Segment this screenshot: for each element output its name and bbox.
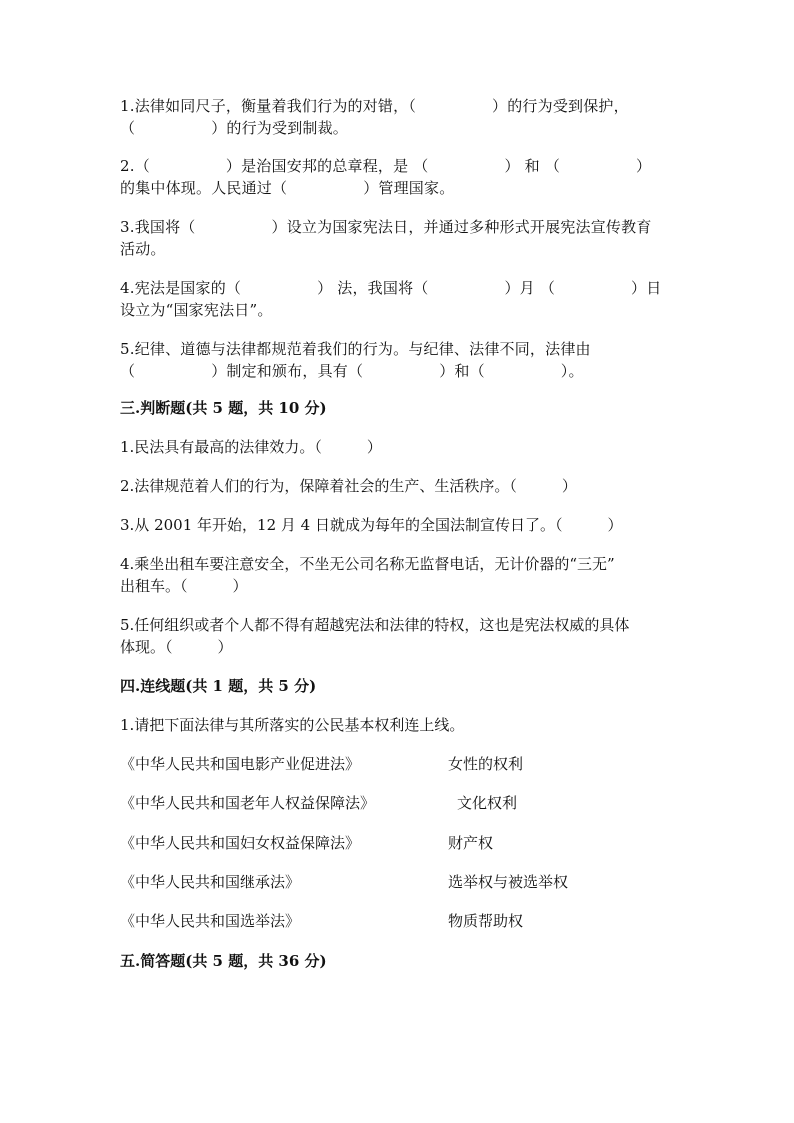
judge-section-title: 三.判断题(共 5 题，共 10 分) xyxy=(120,399,327,417)
fill-q4-line1: 4.宪法是国家的（ ） 法，我国将（ ）月 （ ）日 xyxy=(120,279,662,297)
short-answer-section-title: 五.简答题(共 5 题，共 36 分) xyxy=(120,952,327,970)
fill-q3-line2: 活动。 xyxy=(120,240,166,258)
judge-q3: 3.从 2001 年开始，12 月 4 日就成为每年的全国法制宣传日了。（ ） xyxy=(120,516,623,534)
match-prompt: 1.请把下面法律与其所落实的公民基本权利连上线。 xyxy=(120,716,465,734)
match-right-1: 女性的权利 xyxy=(448,755,524,773)
fill-q2-line1: 2.（ ）是治国安邦的总章程，是 （ ） 和 （ ） xyxy=(120,157,652,175)
judge-q5-line1: 5.任何组织或者个人都不得有超越宪法和法律的特权，这也是宪法权威的具体 xyxy=(120,616,630,634)
match-right-3: 财产权 xyxy=(448,834,494,852)
fill-q1-line1: 1.法律如同尺子，衡量着我们行为的对错，（ ）的行为受到保护， xyxy=(120,97,629,115)
judge-q2: 2.法律规范着人们的行为，保障着社会的生产、生活秩序。（ ） xyxy=(120,477,577,495)
judge-q1: 1.民法具有最高的法律效力。（ ） xyxy=(120,438,382,456)
fill-q4-line2: 设立为“国家宪法日”。 xyxy=(120,301,273,319)
fill-q1-line2: （ ）的行为受到制裁。 xyxy=(120,119,349,137)
judge-q5-line2: 体现。（ ） xyxy=(120,638,233,656)
match-right-4: 选举权与被选举权 xyxy=(448,873,569,891)
match-law-3: 《中华人民共和国妇女权益保障法》 xyxy=(120,834,361,852)
match-right-2: 文化权利 xyxy=(457,794,518,812)
match-section-title: 四.连线题(共 1 题，共 5 分) xyxy=(120,677,317,695)
match-law-1: 《中华人民共和国电影产业促进法》 xyxy=(120,755,361,773)
match-law-2: 《中华人民共和国老年人权益保障法》 xyxy=(120,794,376,812)
fill-q3-line1: 3.我国将（ ）设立为国家宪法日，并通过多种形式开展宪法宣传教育 xyxy=(120,218,652,236)
fill-q5-line1: 5.纪律、道德与法律都规范着我们的行为。与纪律、法律不同，法律由 xyxy=(120,340,591,358)
match-law-4: 《中华人民共和国继承法》 xyxy=(120,873,301,891)
match-law-5: 《中华人民共和国选举法》 xyxy=(120,912,301,930)
judge-q4-line1: 4.乘坐出租车要注意安全，不坐无公司名称无监督电话，无计价器的“三无” xyxy=(120,555,615,573)
judge-q4-line2: 出租车。（ ） xyxy=(120,577,248,595)
fill-q2-line2: 的集中体现。人民通过（ ）管理国家。 xyxy=(120,179,455,197)
fill-q5-line2: （ ）制定和颁布，具有（ ）和（ ）。 xyxy=(120,362,584,380)
match-right-5: 物质帮助权 xyxy=(448,912,524,930)
